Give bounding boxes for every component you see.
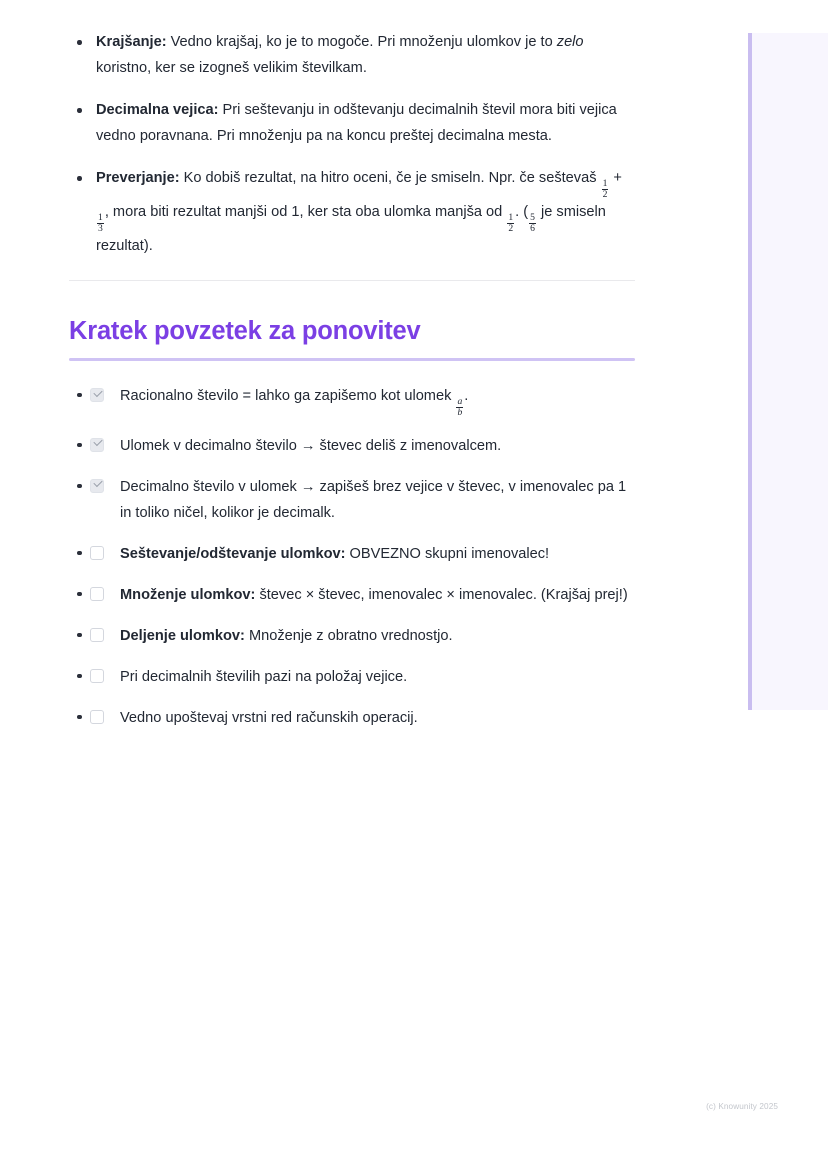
checklist-label: Deljenje ulomkov: bbox=[120, 627, 245, 644]
tip-label: Decimalna vejica: bbox=[96, 102, 219, 119]
checkbox-checked[interactable] bbox=[90, 388, 104, 402]
checklist-text: Decimalno število v ulomek → zapišeš brez vejice v števec, v imenovalec pa 1 in toliko ničel, kolikor je decimalk. bbox=[120, 478, 627, 521]
tip-text-a: Ko dobiš rezultat, na hitro oceni, če je smiseln. Npr. če seštevaš bbox=[179, 170, 601, 187]
fraction-one-half: $\frac{1}{2}$ bbox=[602, 178, 608, 201]
fraction-one-third: $\frac{1}{3}$ bbox=[98, 212, 103, 235]
checklist-text-end: . bbox=[464, 387, 469, 404]
tip-text-b: koristno, ker se izogneš velikim številkam. bbox=[96, 59, 367, 76]
checkbox-checked[interactable] bbox=[90, 479, 104, 493]
heading-underline bbox=[69, 358, 635, 361]
list-item bbox=[69, 541, 634, 567]
tip-text-a: Vedno krajšaj, ko je to mogoče. Pri množenju ulomkov je to bbox=[166, 34, 557, 50]
footer-credit: (c) Knowunity 2025 bbox=[706, 1102, 778, 1111]
list-item bbox=[69, 98, 634, 149]
list-item bbox=[69, 30, 634, 81]
tip-mid-d: je smiseln rezultat). bbox=[96, 204, 606, 255]
list-item bbox=[69, 623, 634, 649]
list-item bbox=[69, 474, 634, 526]
tip-emphasis: zelo bbox=[556, 34, 584, 50]
checkbox-unchecked[interactable] bbox=[90, 669, 104, 683]
checkbox-unchecked[interactable] bbox=[90, 628, 104, 642]
fraction-a-over-b: $\frac{a}{b}$ bbox=[457, 395, 463, 418]
list-item bbox=[69, 166, 634, 259]
checkbox-unchecked[interactable] bbox=[90, 546, 104, 560]
checklist-text: števec × števec, imenovalec × imenovalec. (Krajšaj prej!) bbox=[255, 586, 628, 603]
summary-checklist bbox=[69, 383, 634, 731]
section-heading: Kratek povzetek za ponovitev bbox=[69, 316, 421, 345]
tip-label: Preverjanje: bbox=[96, 170, 180, 187]
checkbox-unchecked[interactable] bbox=[90, 587, 104, 601]
checklist-text: Pri decimalnih številih pazi na položaj vejice. bbox=[120, 668, 408, 685]
decorative-side-panel bbox=[748, 33, 828, 710]
tip-text-a: Pri seštevanju in odštevanju decimalnih števil mora biti vejica vedno poravnana. Pri množenju pa na koncu preštej decimalna mesta. bbox=[96, 102, 617, 144]
checkbox-unchecked[interactable] bbox=[90, 710, 104, 724]
fraction-one-half-2: $\frac{1}{2}$ bbox=[508, 212, 514, 235]
tip-mid-c: . ( bbox=[515, 204, 529, 221]
list-item bbox=[69, 433, 634, 459]
list-item bbox=[69, 705, 634, 731]
section-divider bbox=[69, 280, 635, 281]
tips-list bbox=[69, 30, 634, 260]
list-item bbox=[69, 582, 634, 608]
checklist-text: Množenje z obratno vrednostjo. bbox=[244, 627, 453, 644]
tip-mid-a: + bbox=[609, 170, 622, 187]
checklist-text: Racionalno število = lahko ga zapišemo kot ulomek bbox=[120, 387, 456, 404]
checklist-label: Množenje ulomkov: bbox=[120, 586, 256, 603]
checklist-label: Seštevanje/odštevanje ulomkov: bbox=[120, 545, 346, 562]
tip-label: Krajšanje: bbox=[96, 34, 167, 50]
list-item bbox=[69, 383, 634, 418]
checklist-text: Vedno upoštevaj vrstni red računskih operacij. bbox=[120, 709, 418, 726]
checkbox-checked[interactable] bbox=[90, 438, 104, 452]
tip-mid-b: , mora biti rezultat manjši od 1, ker sta oba ulomka manjša od bbox=[104, 204, 507, 221]
fraction-five-sixths: $\frac{5}{6}$ bbox=[530, 212, 535, 235]
checklist-text: OBVEZNO skupni imenovalec! bbox=[345, 545, 550, 562]
checklist-text: Ulomek v decimalno število → števec deliš z imenovalcem. bbox=[120, 437, 502, 454]
list-item bbox=[69, 664, 634, 690]
